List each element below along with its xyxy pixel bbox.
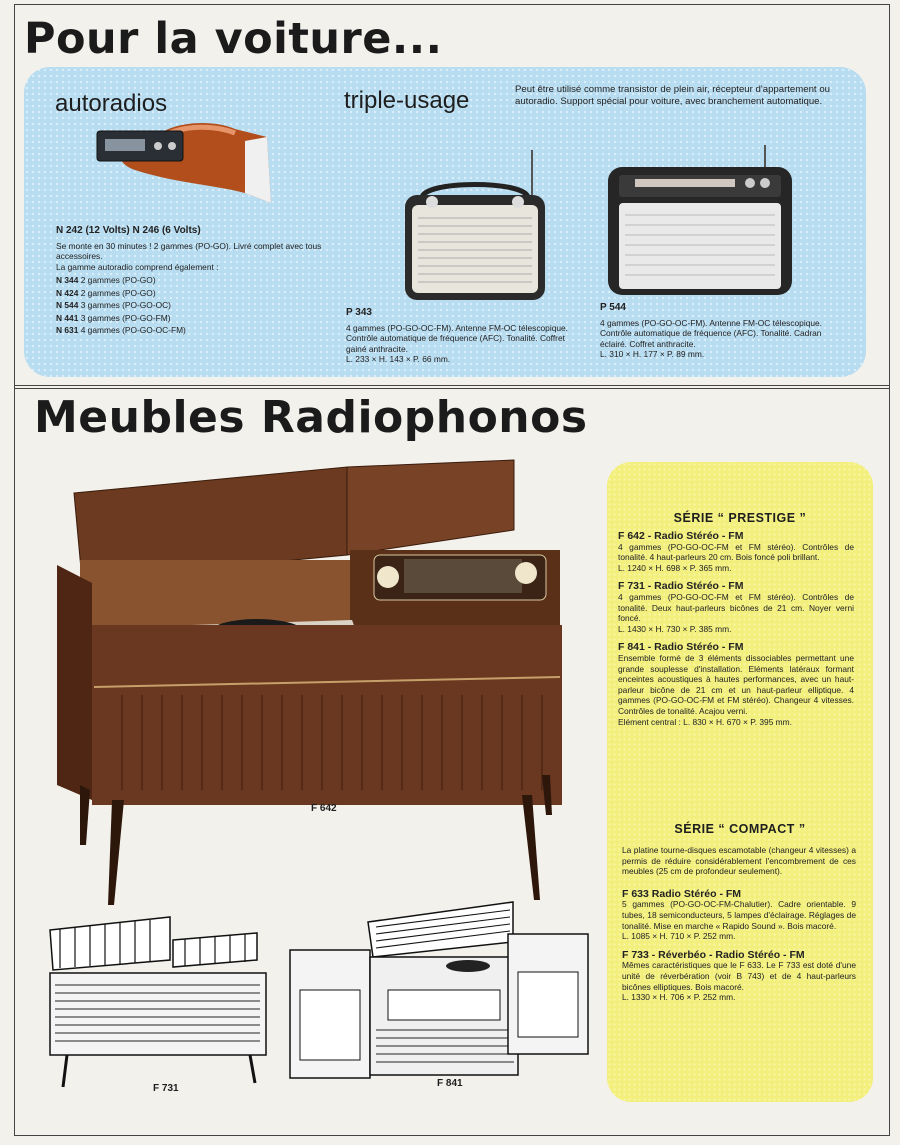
p343-block	[346, 308, 586, 365]
autoradio-desc: Se monte en 30 minutes ! 2 gammes (PO-GO). Livré complet avec tous accessoires.	[56, 240, 322, 262]
compact-f633-desc: 5 gammes (PO-GO-OC-FM-Chalutier). Cadre orientable. 9 tubes, 18 semiconducteurs, 5 lampes d'éclairage. Réglages de tonalité. Mise en marche « Rapido Sound ». Bois macoré.	[622, 899, 856, 931]
compact-heading: SÉRIE “ COMPACT ”	[674, 822, 806, 836]
list-item: N 344 2 gammes (PO-GO)	[56, 275, 156, 286]
p544-model: P 544	[600, 302, 626, 313]
prestige-heading: SÉRIE “ PRESTIGE ”	[673, 511, 807, 525]
p544-block	[600, 303, 836, 360]
f841-caption: F 841	[437, 1078, 463, 1089]
f642-caption: F 642	[311, 803, 337, 814]
compact-intro: La platine tourne-disques escamotable (changeur 4 vitesses) a permis de réduire considérablement l'encombrement de ces meubles (25 cm de profondeur seulement).	[622, 845, 856, 877]
p544-radio-illustration	[605, 145, 795, 300]
list-item: N 544 3 gammes (PO-GO-OC)	[56, 300, 171, 311]
list-item: N 424 2 gammes (PO-GO)	[56, 287, 156, 298]
prestige-f642-model: F 642 - Radio Stéréo - FM	[618, 530, 744, 542]
page-title-radiophonos: Meubles Radiophonos	[34, 392, 588, 443]
prestige-f642-desc: 4 gammes (PO-GO-OC-FM et FM stéréo). Contrôles de tonalité. 4 haut-parleurs 20 cm. Bois foncé poli brillant.	[618, 541, 854, 563]
prestige-f731-model: F 731 - Radio Stéréo - FM	[618, 580, 744, 593]
compact-f633-model: F 633 Radio Stéréo - FM	[622, 887, 742, 900]
prestige-block	[618, 531, 854, 727]
autoradio-model: N 242 (12 Volts) N 246 (6 Volts)	[56, 225, 201, 236]
autoradio-range-intro: La gamme autoradio comprend également :	[56, 261, 219, 272]
prestige-f841-model: F 841 - Radio Stéréo - FM	[618, 641, 744, 654]
list-item: N 631 4 gammes (PO-GO-OC-FM)	[56, 325, 186, 335]
list-item: N 441 3 gammes (PO-GO-FM)	[56, 312, 171, 323]
triple-usage-intro	[515, 84, 830, 108]
autoradio-block	[56, 226, 336, 336]
f731-cabinet-illustration	[45, 915, 275, 1090]
triple-usage-heading: triple-usage	[344, 87, 470, 114]
compact-f633-dims: L. 1085 × H. 710 × P. 252 mm.	[622, 931, 736, 942]
car-radio-illustration	[95, 115, 275, 210]
compact-f733-model: F 733 - Réverbéo - Radio Stéréo - FM	[622, 948, 805, 961]
prestige-f841-desc: Ensemble formé de 3 éléments dissociables permettant une grande souplesse d'installation. Eléments latéraux formant enceintes acoustiques à hautes performances, avec un haut-parleur bicône de 21 cm et un haut-parleur elliptique. 4 gammes (PO-GO-OC-FM et FM stéréo). Changeur 4 vitesses. Contrôles de tonalité. Acajou verni.	[618, 652, 854, 716]
prestige-f731-dims: L. 1430 × H. 730 × P. 385 mm.	[618, 623, 732, 634]
p343-model: P 343	[346, 307, 372, 318]
prestige-f642-dims: L. 1240 × H. 698 × P. 365 mm.	[618, 562, 732, 573]
autoradio-range-list	[56, 274, 336, 336]
triple-usage-intro-text: Peut être utilisé comme transistor de plein air, récepteur d'appartement ou autoradio. Support spécial pour voiture, avec branchement automatique.	[515, 84, 830, 107]
section-divider	[14, 385, 890, 389]
compact-block	[622, 845, 856, 1003]
p343-radio-illustration	[400, 150, 550, 305]
prestige-f731-desc: 4 gammes (PO-GO-OC-FM et FM stéréo). Contrôles de tonalité. Deux haut-parleurs bicônes de 21 cm. Noyer verni foncé.	[618, 591, 854, 624]
compact-f733-desc: Mêmes caractéristiques que le F 633. Le F 733 est doté d'une unité de réverbération (voir B 743) et de 4 haut-parleurs bicônes elliptiques. Bois macoré.	[622, 960, 856, 992]
p544-dims: L. 310 × H. 177 × P. 89 mm.	[600, 349, 705, 360]
page-title-voiture: Pour la voiture...	[24, 14, 443, 64]
f841-cabinet-illustration	[288, 902, 593, 1082]
p544-desc: 4 gammes (PO-GO-OC-FM). Antenne FM-OC télescopique. Contrôle automatique de fréquence (AFC). Tonalité. Cadran éclairé. Coffret anthracite.	[600, 317, 822, 349]
f731-caption: F 731	[153, 1083, 179, 1094]
prestige-f841-dims: Elément central : L. 830 × H. 670 × P. 395 mm.	[618, 716, 792, 727]
f642-cabinet-illustration	[52, 455, 572, 915]
p343-desc: 4 gammes (PO-GO-OC-FM). Antenne FM-OC télescopique. Contrôle automatique de fréquence (AFC). Tonalité. Coffret gainé anthracite.	[346, 322, 568, 354]
compact-f733-dims: L. 1330 × H. 706 × P. 252 mm.	[622, 992, 736, 1003]
p343-dims: L. 233 × H. 143 × P. 66 mm.	[346, 354, 451, 365]
autoradios-heading: autoradios	[55, 90, 168, 117]
